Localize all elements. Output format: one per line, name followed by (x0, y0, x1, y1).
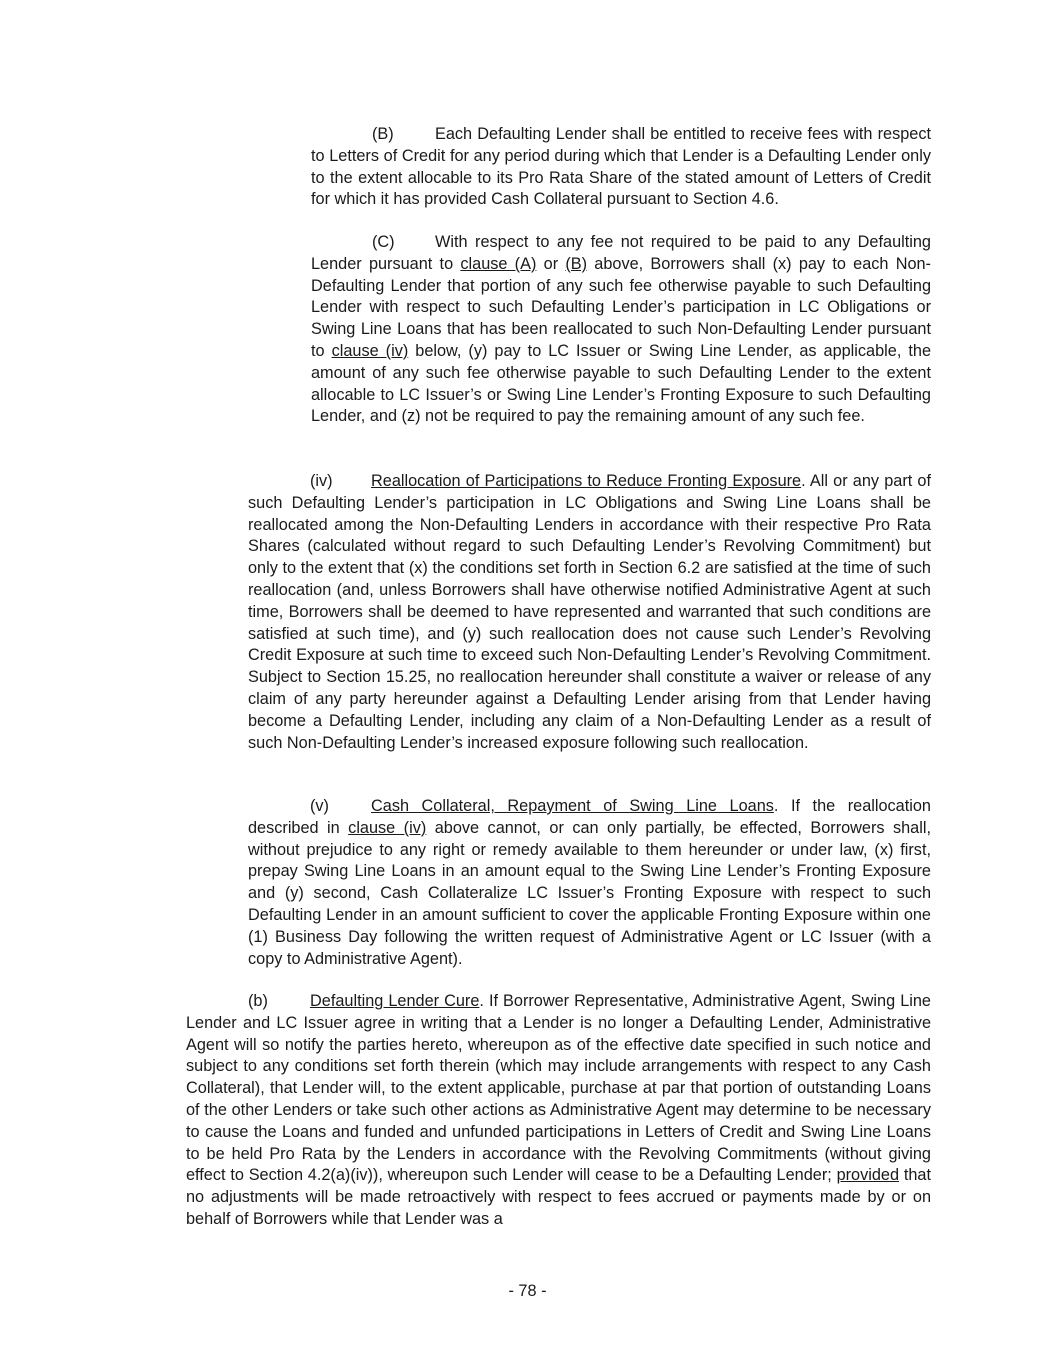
paragraph-v: (v) Cash Collateral, Repayment of Swing Line Loans. If the reallocation described in clause (iv) above cannot, or can only partially, be effected, Borrowers shall, without prejudice to any right or remedy available to them hereunder or under law, (x) first, prepay Swing Line Loans in an amount equal to the Swing Line Lender’s Fronting Exposure and (y) second, Cash Collateralize LC Issuer’s Fronting Exposure with respect to such Defaulting Lender in an amount sufficient to cover the applicable Fronting Exposure within one (1) Business Day following the written request of Administrative Agent or LC Issuer (with a copy to Administrative Agent). (248, 797, 931, 968)
clause-reference: clause (iv) (348, 818, 427, 837)
paragraph-label: (v) (310, 797, 329, 815)
defined-term: provided (836, 1166, 900, 1185)
paragraph-label: (C) (372, 233, 395, 251)
section-heading: Reallocation of Participations to Reduce Fronting Exposure (371, 472, 802, 490)
clause-reference: (B) (565, 254, 588, 273)
paragraph-text: . All or any part of such Defaulting Lender’s participation in LC Obligations and Swing Line Loans shall be reallocated among the Non-Defaulting Lenders in accordance with their respective Pro Rata Shares (calculated without regard to such Defaulting Lender’s Revolving Commitment) but only to the extent that (x) the conditions set forth in Section 6.2 are satisfied at the time of such reallocation (and, unless Borrowers shall have otherwise notified Administrative Agent at such time, Borrowers shall be deemed to have represented and warranted that such conditions are satisfied at such time), and (y) such reallocation does not cause such Lender’s Revolving Credit Exposure at such time to exceed such Non-Defaulting Lender’s Revolving Commitment. Subject to Section 15.25, no reallocation hereunder shall constitute a waiver or release of any claim of any party hereunder against a Defaulting Lender arising from that Lender having become a Defaulting Lender, including any claim of a Non-Defaulting Lender as a result of such Non-Defaulting Lender’s increased exposure following such reallocation. (248, 472, 932, 752)
paragraph-label: (b) (248, 992, 268, 1010)
paragraph-label: (B) (372, 125, 394, 143)
paragraph-b: (b) Defaulting Lender Cure. If Borrower Representative, Administrative Agent, Swing Line Lender and LC Issuer agree in writing that a Lender is no longer a Defaulting Lender, Administrative Agent will so notify the parties hereto, whereupon as of the effective date specified in such notice and subject to any conditions set forth therein (which may include arrangements with respect to any Cash Collateral), that Lender will, to the extent applicable, purchase at par that portion of outstanding Loans of the other Lenders or take such other actions as Administrative Agent may determine to be necessary to cause the Loans and funded and unfunded participations in Letters of Credit and Swing Line Loans to be held Pro Rata by the Lenders in accordance with the Revolving Commitments (without giving effect to Section 4.2(a)(iv)), whereupon such Lender will cease to be a Defaulting Lender; provided that no adjustments will be made retroactively with respect to fees accrued or payments made by or on behalf of Borrowers while that Lender was a (186, 992, 931, 1228)
clause-reference: clause (A) (460, 254, 537, 273)
page-number: - 78 - (508, 1282, 547, 1300)
clause-reference: clause (iv) (331, 341, 409, 360)
paragraph-B (311, 124, 931, 211)
paragraph-iv (248, 471, 931, 754)
section-heading: Cash Collateral, Repayment of Swing Line Loans (371, 797, 774, 815)
paragraph-text: Each Defaulting Lender shall be entitled to receive fees with respect to Letters of Credit for any period during which that Lender is a Defaulting Lender only to the extent allocable to its Pro Rata Share of the stated amount of Letters of Credit for which it has provided Cash Collateral pursuant to Section 4.6. (311, 125, 931, 209)
paragraph-label: (iv) (310, 472, 333, 490)
section-heading: Defaulting Lender Cure (310, 992, 480, 1010)
paragraph-C: (C) With respect to any fee not required to be paid to any Defaulting Lender pursuant to clause (A) or (B) above, Borrowers shall (x) pay to each Non-Defaulting Lender that portion of any such fee otherwise payable to such Defaulting Lender with respect to such Defaulting Lender’s participation in LC Obligations or Swing Line Loans that has been reallocated to such Non-Defaulting Lender pursuant to clause (iv) below, (y) pay to LC Issuer or Swing Line Lender, as applicable, the amount of any such fee otherwise payable to such Defaulting Lender to the extent allocable to LC Issuer’s or Swing Line Lender’s Fronting Exposure to such Defaulting Lender, and (z) not be required to pay the remaining amount of any such fee. (311, 233, 931, 426)
